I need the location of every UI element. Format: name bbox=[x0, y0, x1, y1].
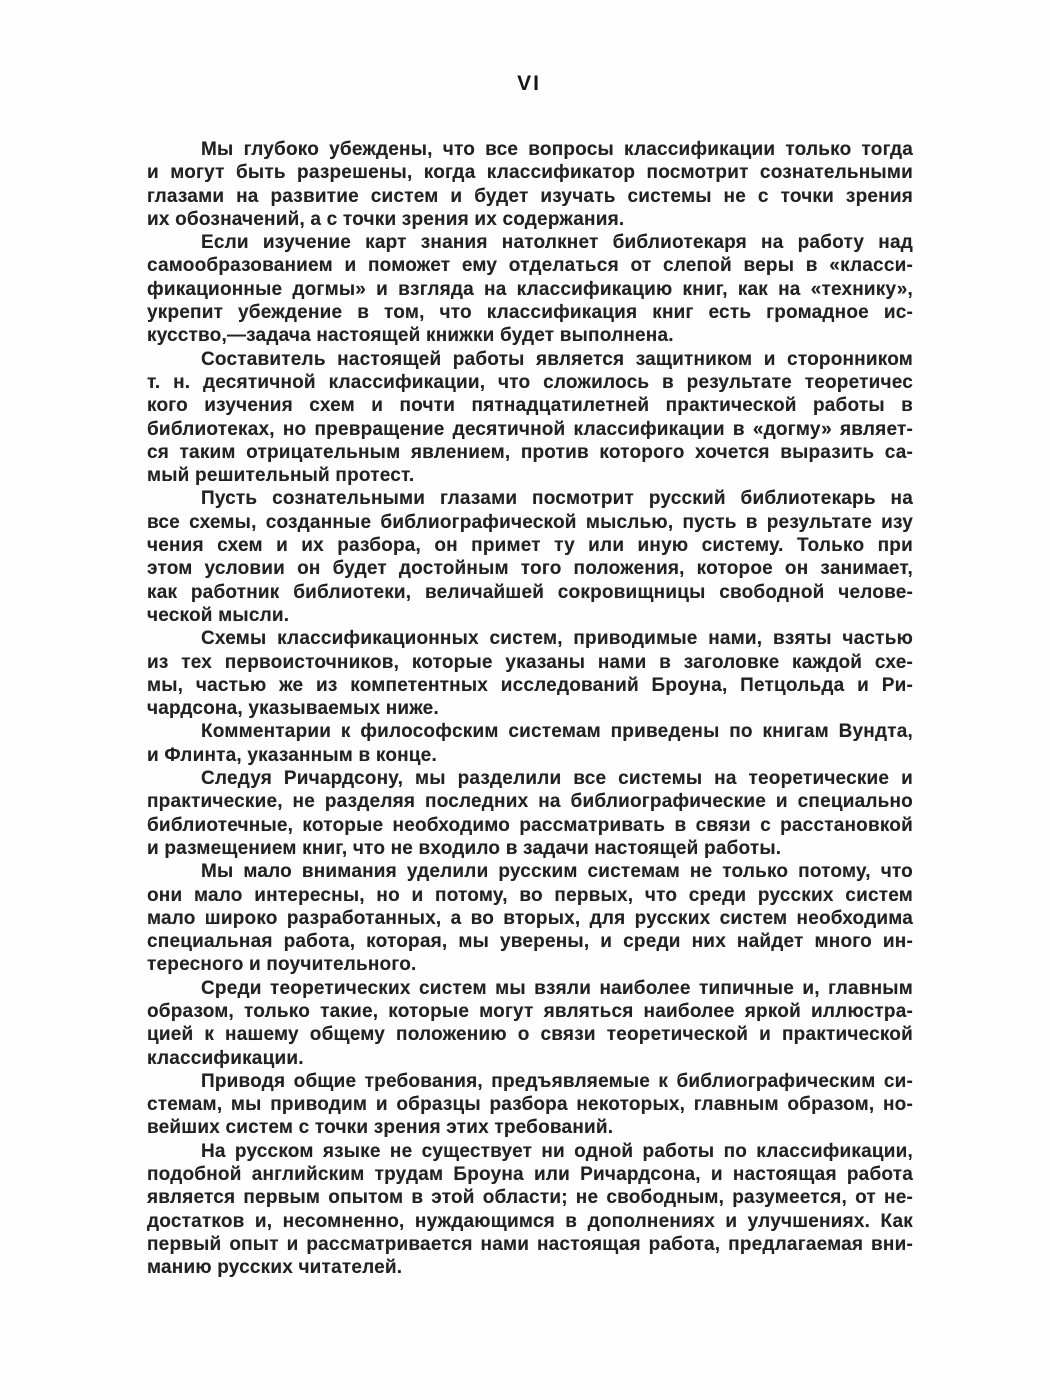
paragraph bbox=[147, 348, 913, 488]
text-line: Схемы классификационных систем, приводимые нами, взяты частью bbox=[201, 628, 913, 650]
text-line: фикационные догмы» и взгляда на классификацию книг, как на «технику», bbox=[147, 278, 913, 300]
text-line: подобной английским трудам Броуна или Ричардсона, и настоящая работа bbox=[147, 1164, 913, 1186]
text-line: первый опыт и рассматривается нами настоящая работа, предлагаемая вни- bbox=[147, 1233, 913, 1255]
text-line: они мало интересны, но и потому, во первых, что среди русских систем bbox=[147, 884, 913, 906]
text-line: и Флинта, указанным в конце. bbox=[147, 744, 437, 766]
text-line: Мы глубоко убеждены, что все вопросы классификации только тогда bbox=[201, 139, 913, 160]
text-line: практические, не разделяя последних на библиографические и специально bbox=[147, 791, 913, 813]
text-line: самообразованием и поможет ему отделаться от слепой веры в «класси- bbox=[147, 255, 913, 277]
paragraph bbox=[147, 231, 913, 347]
text-line: мало широко разработанных, а во вторых, для русских систем необходима bbox=[147, 907, 913, 929]
paragraph bbox=[147, 138, 913, 231]
text-line: как работник библиотеки, величайшей сокровищницы свободной челове- bbox=[147, 581, 913, 603]
text-line: из тех первоисточников, которые указаны нами в заголовке каждой схе- bbox=[147, 651, 913, 673]
text-line: и размещением книг, что не входило в задачи настоящей работы. bbox=[147, 837, 782, 859]
paragraph bbox=[147, 767, 913, 860]
text-line: достатков и, несомненно, нуждающимся в дополнениях и улучшениях. Как bbox=[147, 1210, 913, 1232]
text-line: классификации. bbox=[147, 1047, 304, 1069]
text-line: Среди теоретических систем мы взяли наиболее типичные и, главным bbox=[201, 977, 913, 999]
text-line: Составитель настоящей работы является защитником и сторонником bbox=[201, 348, 913, 370]
text-line: Комментарии к философским системам приведены по книгам Вундта, bbox=[201, 721, 913, 743]
text-line: этом условии он будет достойным того положения, которое он занимает, bbox=[147, 558, 913, 580]
paragraph bbox=[147, 860, 913, 976]
text-line: Приводя общие требования, предъявляемые к библиографическим си- bbox=[201, 1070, 913, 1092]
text-line: Следуя Ричардсону, мы разделили все системы на теоретические и bbox=[201, 768, 913, 790]
text-line: чения схем и их разбора, он примет ту или иную систему. Только при bbox=[147, 535, 913, 557]
text-line: Мы мало внимания уделили русским системам не только потому, что bbox=[201, 861, 913, 883]
text-line: манию русских читателей. bbox=[147, 1257, 403, 1279]
paragraph bbox=[147, 720, 913, 767]
text-line: цией к нашему общему положению о связи теоретической и практической bbox=[147, 1024, 913, 1046]
text-line: библиотеках, но превращение десятичной классификации в «догму» являет- bbox=[147, 418, 913, 440]
text-line: глазами на развитие систем и будет изучать системы не с точки зрения bbox=[147, 185, 913, 207]
text-line: и могут быть разрешены, когда классификатор посмотрит сознательными bbox=[147, 162, 913, 184]
text-line: т. н. десятичной классификации, что сложилось в результате теоретичес bbox=[147, 371, 913, 393]
paragraph bbox=[147, 1070, 913, 1140]
text-line: все схемы, созданные библиографической мыслью, пусть в результате изу bbox=[147, 511, 913, 533]
text-line: укрепит убеждение в том, что классификация книг есть громадное ис- bbox=[147, 302, 913, 324]
text-line: образом, только такие, которые могут являться наиболее яркой иллюстра- bbox=[147, 1000, 913, 1022]
text-line: вейших систем с точки зрения этих требований. bbox=[147, 1117, 614, 1139]
paragraph bbox=[147, 1140, 913, 1280]
text-line: ческой мысли. bbox=[147, 604, 290, 626]
text-line: библиотечные, которые необходимо рассматривать в связи с расстановкой bbox=[147, 814, 913, 836]
paragraph bbox=[147, 977, 913, 1070]
text-line: тересного и поучительного. bbox=[147, 954, 417, 976]
text-line: мый решительный протест. bbox=[147, 465, 415, 487]
text-line: Пусть сознательными глазами посмотрит русский библиотекарь на bbox=[201, 488, 913, 510]
text-line: их обозначений, а с точки зрения их содержания. bbox=[147, 208, 625, 230]
text-line: является первым опытом в этой области; не свободным, разумеется, от не- bbox=[147, 1187, 913, 1209]
text-line: кого изучения схем и почти пятнадцатилетней практической работы в bbox=[147, 395, 913, 417]
paragraph bbox=[147, 487, 913, 627]
text-line: мы, частью же из компетентных исследований Броуна, Петцольда и Ри- bbox=[147, 674, 913, 696]
text-line: стемам, мы приводим и образцы разбора некоторых, главным образом, но- bbox=[147, 1094, 913, 1116]
paragraph bbox=[147, 627, 913, 720]
text-block bbox=[147, 138, 913, 1280]
text-line: Если изучение карт знания натолкнет библиотекаря на работу над bbox=[201, 232, 913, 254]
text-line: специальная работа, которая, мы уверены, и среди них найдет много ин- bbox=[147, 931, 913, 953]
text-line: На русском языке не существует ни одной работы по классификации, bbox=[201, 1140, 913, 1162]
text-line: чардсона, указываемых ниже. bbox=[147, 698, 439, 720]
text-line: кусство,—задача настоящей книжки будет выполнена. bbox=[147, 325, 674, 347]
text-line: ся таким отрицательным явлением, против которого хочется выразить са- bbox=[147, 441, 913, 463]
page-number: VI bbox=[517, 72, 541, 95]
